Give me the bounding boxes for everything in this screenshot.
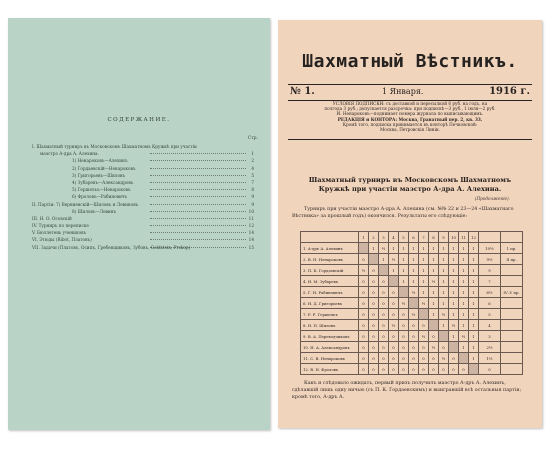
player-name: 1. А-дръ А. Алехинъ xyxy=(301,243,359,254)
result-cell: 1 xyxy=(469,353,479,364)
contents-entry-title: II. Партіи: 7) Верниевскій—Шиловъ и Левиновъ xyxy=(32,201,139,207)
issue-year: 1916 г. xyxy=(489,86,530,97)
result-cell: 1 xyxy=(389,265,399,276)
article-title-line: Кружкѣ при участіи маэстро А-дра А. Алехина. xyxy=(318,185,502,193)
result-cell xyxy=(501,265,523,276)
result-cell: 0 xyxy=(369,298,379,309)
result-cell: 1 xyxy=(469,254,479,265)
article-intro: Турниръ при участіи маэстро А-дра А. Алехина (см. №№ 22 и 23—24 «Шахматнаго Вѣстника» за прошлый годъ) окончился. Результаты его слѣдующіе: xyxy=(292,207,514,219)
result-cell: 0 xyxy=(399,331,409,342)
result-cell: 0 xyxy=(369,265,379,276)
result-cell: 1 xyxy=(439,298,449,309)
result-cell xyxy=(449,342,459,353)
result-cell: 0 xyxy=(399,320,409,331)
result-cell: 0 xyxy=(359,276,369,287)
result-cell: 0 xyxy=(369,287,379,298)
result-cell: 1 xyxy=(469,265,479,276)
result-cell: 0 xyxy=(369,331,379,342)
result-cell: 1 xyxy=(449,331,459,342)
result-cell: 1 xyxy=(459,243,469,254)
result-cell: 1 xyxy=(469,309,479,320)
result-cell: 0 xyxy=(419,353,429,364)
result-cell: 1 xyxy=(409,276,419,287)
contents-entry-title: 6) Фроловъ—Рабиновичъ xyxy=(72,194,128,200)
result-cell: 0 xyxy=(359,254,369,265)
result-cell xyxy=(379,265,389,276)
contents-entry xyxy=(32,165,254,172)
contents-entry-page: 9 xyxy=(251,201,254,207)
result-cell: 9½ xyxy=(479,254,501,265)
crosstable-row xyxy=(301,331,523,342)
result-cell: 0 xyxy=(379,364,389,375)
crosstable-header-cell: 2 xyxy=(369,232,379,243)
crosstable-header-cell: 3 xyxy=(379,232,389,243)
result-cell xyxy=(359,243,369,254)
result-cell: 0 xyxy=(409,331,419,342)
contents-page xyxy=(8,18,270,430)
result-cell: 0 xyxy=(389,298,399,309)
crosstable-header-cell: 11 xyxy=(459,232,469,243)
crosstable-header-cell xyxy=(479,232,501,243)
result-cell: 1 xyxy=(449,243,459,254)
contents-entry-title: IV. Турниръ по переписке xyxy=(32,223,89,229)
crosstable-row xyxy=(301,254,523,265)
result-cell xyxy=(501,309,523,320)
result-cell: ½ xyxy=(399,298,409,309)
contents-entry-title: 2) Гордаевскій—Ненароковъ xyxy=(72,165,136,171)
player-name: 3. П. К. Гордаевскій xyxy=(301,265,359,276)
result-cell: 0 xyxy=(379,298,389,309)
result-cell: 0 xyxy=(359,331,369,342)
result-cell: 0 xyxy=(429,331,439,342)
result-cell: ½ xyxy=(419,298,429,309)
result-cell: 1 xyxy=(409,254,419,265)
contents-entry xyxy=(32,244,254,251)
leader-dots xyxy=(150,153,246,154)
result-cell: 0 xyxy=(449,353,459,364)
result-cell: 1 xyxy=(469,276,479,287)
result-cell: 0 xyxy=(379,353,389,364)
result-cell: 1 xyxy=(449,309,459,320)
contents-entry-page: 12 xyxy=(248,223,254,229)
result-cell: 1 xyxy=(409,265,419,276)
leader-dots xyxy=(150,204,246,205)
result-cell: 0 xyxy=(479,364,501,375)
result-cell xyxy=(459,353,469,364)
result-cell: 0 xyxy=(389,309,399,320)
contents-entry-page: 14 xyxy=(248,230,254,236)
result-cell: 0 xyxy=(409,353,419,364)
result-cell xyxy=(501,298,523,309)
result-cell: 1 xyxy=(439,320,449,331)
leader-dots xyxy=(150,211,246,212)
result-cell: 1 xyxy=(399,265,409,276)
player-name: 10. Н. А. Александровъ xyxy=(301,342,359,353)
contents-entry-title: VI. Этюды (Ribot, Платовъ) xyxy=(32,237,92,243)
leader-dots xyxy=(150,196,246,197)
contents-title: СОДЕРЖАНИЕ. xyxy=(107,117,171,123)
result-cell: 1 xyxy=(449,254,459,265)
result-cell: ½ xyxy=(359,265,369,276)
player-name: 4. Н. М. Зубаревъ xyxy=(301,276,359,287)
result-cell xyxy=(501,276,523,287)
result-cell: 1 xyxy=(449,276,459,287)
result-cell: 0 xyxy=(409,364,419,375)
result-cell: 1 xyxy=(469,287,479,298)
contents-list xyxy=(32,143,254,251)
contents-entry xyxy=(32,193,254,200)
contents-entry-page: 8 xyxy=(251,187,254,193)
result-cell: 1 xyxy=(419,243,429,254)
contents-entry-page: 4 xyxy=(251,165,254,171)
result-cell: 1 xyxy=(459,254,469,265)
contents-entry-title: V. Бюллетень учениковъ xyxy=(32,230,87,236)
player-name: 2. В. Н. Ненароковъ xyxy=(301,254,359,265)
result-cell: 1 xyxy=(469,331,479,342)
result-cell: 1 xyxy=(379,254,389,265)
result-cell xyxy=(409,298,419,309)
result-cell: 1 xyxy=(459,265,469,276)
front-page xyxy=(278,20,542,428)
leader-dots xyxy=(150,175,246,176)
result-cell: 1 xyxy=(439,287,449,298)
crosstable-row xyxy=(301,276,523,287)
leader-dots xyxy=(150,218,246,219)
masthead-rule-top xyxy=(288,84,532,85)
result-cell: 1 xyxy=(389,243,399,254)
result-cell: 1 xyxy=(449,298,459,309)
subscription-line: полгода 3 руб.; допускается разсрочка: при подпискѣ—3 руб., 1 іюля—2 руб. xyxy=(324,106,496,112)
result-cell: 1 xyxy=(409,243,419,254)
result-cell: 0 xyxy=(389,287,399,298)
crosstable-header-cell: 9 xyxy=(439,232,449,243)
result-cell: 0 xyxy=(439,364,449,375)
player-name: 12. В. Н. Фроловъ xyxy=(301,364,359,375)
crosstable-header-cell: 1 xyxy=(359,232,369,243)
crosstable-header-cell: 7 xyxy=(419,232,429,243)
result-cell xyxy=(369,254,379,265)
article-title xyxy=(292,176,528,194)
crosstable-row xyxy=(301,320,523,331)
result-cell: 5 xyxy=(479,309,501,320)
crosstable-row xyxy=(301,298,523,309)
crosstable-header xyxy=(301,232,523,243)
result-cell: 0 xyxy=(399,364,409,375)
leader-dots xyxy=(150,239,246,240)
contents-entry-title: 5) Гершельъ—Ненароковъ xyxy=(72,187,131,193)
result-cell: 1 xyxy=(429,243,439,254)
result-cell: ½ xyxy=(439,309,449,320)
result-cell: 1 xyxy=(429,309,439,320)
leader-dots xyxy=(150,160,246,161)
issue-date: 1 Января. xyxy=(382,87,424,96)
contents-entry xyxy=(32,186,254,193)
result-cell xyxy=(501,353,523,364)
crosstable-header-cell xyxy=(301,232,359,243)
result-cell: 1 xyxy=(449,265,459,276)
result-cell: 6 xyxy=(479,298,501,309)
contents-entry xyxy=(32,150,254,157)
contents-entry xyxy=(32,179,254,186)
result-cell: IV–V пр. xyxy=(501,287,523,298)
result-cell: 0 xyxy=(399,342,409,353)
result-cell: 1 xyxy=(469,320,479,331)
result-cell: 0 xyxy=(389,331,399,342)
contents-entry-page: 11 xyxy=(248,215,254,221)
result-cell xyxy=(439,331,449,342)
result-cell: 0 xyxy=(359,342,369,353)
result-cell: ½ xyxy=(389,254,399,265)
contents-entry-page: 2 xyxy=(251,158,254,164)
result-cell: 0 xyxy=(419,320,429,331)
result-cell: 0 xyxy=(379,320,389,331)
editorial-address: РЕДАКЦІЯ и КОНТОРА: Москва, Гранатный пер. 2, кв. 33. xyxy=(337,116,483,122)
result-cell: 1 xyxy=(419,265,429,276)
subscription-line: И. Ненароковъ—поднимает номера журнала по выписывающимъ. xyxy=(336,111,484,117)
crosstable-row xyxy=(301,265,523,276)
result-cell: 0 xyxy=(369,342,379,353)
crosstable-header-cell: 5 xyxy=(399,232,409,243)
result-cell: 0 xyxy=(399,353,409,364)
result-cell: ½ xyxy=(389,320,399,331)
result-cell xyxy=(389,276,399,287)
result-cell: ½ xyxy=(429,276,439,287)
contents-entry-title: I. Шахматный турниръ въ Московскомъ Шахматномъ Кружкѣ при участіи xyxy=(32,144,197,149)
result-cell: 1 xyxy=(459,342,469,353)
result-cell: 0 xyxy=(409,320,419,331)
result-cell: 3 xyxy=(479,331,501,342)
result-cell xyxy=(501,320,523,331)
result-cell: 1 xyxy=(439,243,449,254)
contents-entry-title: 3) Григорьевъ—Шиловъ xyxy=(72,172,126,178)
result-cell: 0 xyxy=(359,298,369,309)
result-cell: 1 xyxy=(399,243,409,254)
player-name: 8. Н. П. Шиловъ xyxy=(301,320,359,331)
result-cell: 1 xyxy=(419,287,429,298)
result-cell: 1 xyxy=(469,243,479,254)
result-cell: 1 xyxy=(419,254,429,265)
subscription-block xyxy=(288,101,532,132)
result-cell: 0 xyxy=(379,331,389,342)
issue-number: № 1. xyxy=(290,86,315,97)
leader-dots xyxy=(150,232,246,233)
result-cell: ½ xyxy=(379,243,389,254)
contents-entry-title: 1) Ненароковъ—Алехинъ xyxy=(72,158,128,164)
result-cell: 1 xyxy=(459,276,469,287)
result-cell: 1 xyxy=(429,254,439,265)
result-cell xyxy=(429,320,439,331)
result-cell: 1 xyxy=(369,243,379,254)
crosstable-header-cell xyxy=(501,232,523,243)
contents-entry-title: 4) Зубаревъ—Александровъ xyxy=(72,179,134,185)
contents-entry xyxy=(32,222,254,229)
result-cell: 0 xyxy=(389,342,399,353)
result-cell: 0 xyxy=(379,309,389,320)
leader-dots xyxy=(150,168,246,169)
subscription-line: УСЛОВІЯ ПОДПИСКИ: съ доставкой и пересылкой 6 руб. на годъ, на xyxy=(332,101,488,106)
leader-dots xyxy=(150,189,246,190)
contents-entry-title: VII. Задачи (Платовъ, Осипъ, Гребенщиковъ, Зубовъ, Goldstein, Prokop) xyxy=(32,244,191,250)
contents-entry xyxy=(32,208,254,215)
crosstable-header-cell: 4 xyxy=(389,232,399,243)
result-cell: 6½ xyxy=(479,287,501,298)
crosstable-row xyxy=(301,243,523,254)
result-cell: 1 xyxy=(429,287,439,298)
result-cell: 0 xyxy=(379,342,389,353)
result-cell: 1 xyxy=(439,276,449,287)
result-cell: ½ xyxy=(429,342,439,353)
crosstable-row xyxy=(301,353,523,364)
result-cell: ½ xyxy=(459,331,469,342)
result-cell: 1 xyxy=(429,265,439,276)
contents-entry-page: 10 xyxy=(248,208,254,214)
result-cell: 0 xyxy=(359,364,369,375)
result-cell: 0 xyxy=(429,364,439,375)
result-cell: 0 xyxy=(449,364,459,375)
result-cell: 9 xyxy=(479,265,501,276)
continued-note: (Продолженіе). xyxy=(474,196,510,201)
result-cell: 1 xyxy=(399,276,409,287)
article-title-line: Шахматный турниръ въ Московскомъ Шахматномъ xyxy=(308,176,512,184)
result-cell xyxy=(399,287,409,298)
result-cell: 1½ xyxy=(479,353,501,364)
result-cell: 0 xyxy=(369,320,379,331)
issue-line xyxy=(288,86,532,100)
result-cell: 1 xyxy=(449,287,459,298)
result-cell: 4 xyxy=(479,320,501,331)
contents-entry xyxy=(32,236,254,243)
result-cell: 0 xyxy=(429,353,439,364)
result-cell: ½ xyxy=(409,287,419,298)
result-cell: 0 xyxy=(369,276,379,287)
contents-entry-page: 15 xyxy=(248,244,254,250)
contents-entry xyxy=(32,172,254,179)
result-cell: 1 xyxy=(459,309,469,320)
crosstable-header-cell: 12 xyxy=(469,232,479,243)
result-cell xyxy=(469,364,479,375)
result-cell: 0 xyxy=(359,309,369,320)
result-cell: 0 xyxy=(369,309,379,320)
contents-entry xyxy=(32,229,254,236)
contents-page-heading: Стр. xyxy=(247,136,258,141)
result-cell: 1 xyxy=(439,265,449,276)
contents-entry xyxy=(32,201,254,208)
result-cell: 0 xyxy=(389,364,399,375)
result-cell: 1 xyxy=(459,287,469,298)
crosstable-header-cell: 8 xyxy=(429,232,439,243)
player-name: 5. Г. Н. Рабиновичъ xyxy=(301,287,359,298)
player-name: 9. В. А. Переводчиковъ xyxy=(301,331,359,342)
result-cell: 1 xyxy=(439,254,449,265)
subscription-line: Москва, Петровскія Линіи. xyxy=(379,127,441,133)
result-cell: 0 xyxy=(389,353,399,364)
contents-entry-page: 5 xyxy=(251,172,254,178)
contents-entry xyxy=(32,143,254,150)
result-cell: 1 xyxy=(429,298,439,309)
crosstable-header-cell: 6 xyxy=(409,232,419,243)
crosstable-row xyxy=(301,287,523,298)
contents-entry-title: III. Н. О. Осовскій xyxy=(32,215,72,221)
result-cell: 7 xyxy=(479,276,501,287)
result-cell: 0 xyxy=(419,342,429,353)
result-cell: 0 xyxy=(359,353,369,364)
result-cell: 2½ xyxy=(479,342,501,353)
player-name: 7. Р. Р. Гершельъ xyxy=(301,309,359,320)
result-cell: 0 xyxy=(419,364,429,375)
result-cell: 1 xyxy=(399,254,409,265)
result-cell: 1 xyxy=(469,298,479,309)
crosstable-header-cell: 10 xyxy=(449,232,459,243)
result-cell: 0 xyxy=(379,287,389,298)
result-cell: 0 xyxy=(359,287,369,298)
subscription-line: Кромѣ того, подписка принимается въ конторѣ Печковской: xyxy=(342,121,478,127)
result-cell: ½ xyxy=(439,353,449,364)
contents-entry xyxy=(32,215,254,222)
result-cell: 0 xyxy=(459,364,469,375)
magazine-title: Шахматный Вѣстникъ. xyxy=(302,51,518,72)
crosstable-row xyxy=(301,309,523,320)
result-cell: 0 xyxy=(359,320,369,331)
contents-entry-title: маэстро А-дра А. Алехина. xyxy=(40,151,99,157)
crosstable-row xyxy=(301,364,523,375)
result-cell: ½ xyxy=(449,320,459,331)
article-closing: Какъ и слѣдовало ожидать, первый призъ получилъ маэстро А-дръ А. Алехинъ, сдѣлавшій лишь одну ничью (съ П. К. Гордаевскимъ) и выигравшій всѣ остальныя партіи; кромѣ того, А-дръ А. xyxy=(292,381,522,400)
contents-entry-page: 7 xyxy=(251,179,254,185)
result-cell: 0 xyxy=(369,364,379,375)
leader-dots xyxy=(150,182,246,183)
crosstable-row xyxy=(301,342,523,353)
result-cell xyxy=(501,342,523,353)
section-rule xyxy=(288,139,532,140)
result-cell: 1 xyxy=(419,276,429,287)
result-cell: 0 xyxy=(369,353,379,364)
player-name: 6. Н. Д. Григорьевъ xyxy=(301,298,359,309)
contents-entry-page: 14 xyxy=(248,237,254,243)
result-cell: ½ xyxy=(409,309,419,320)
contents-entry-page: 1 xyxy=(251,151,254,157)
result-cell xyxy=(501,364,523,375)
result-cell: 1 xyxy=(459,320,469,331)
result-cell xyxy=(419,309,429,320)
result-cell xyxy=(501,331,523,342)
result-cell: 1 xyxy=(459,298,469,309)
leader-dots xyxy=(150,225,246,226)
result-cell: 1 пр. xyxy=(501,243,523,254)
result-cell: II пр. xyxy=(501,254,523,265)
player-name: 11. С. В. Ненароковъ xyxy=(301,353,359,364)
contents-entry xyxy=(32,157,254,164)
result-cell: 1 xyxy=(469,342,479,353)
result-cell: 0 xyxy=(399,309,409,320)
crosstable xyxy=(300,231,522,375)
result-cell: 0 xyxy=(439,342,449,353)
result-cell: 0 xyxy=(379,276,389,287)
contents-entry-title: 8) Шиловъ—Левинъ xyxy=(72,208,117,214)
result-cell: ½ xyxy=(419,331,429,342)
result-cell: 0 xyxy=(409,342,419,353)
result-cell: 10½ xyxy=(479,243,501,254)
contents-entry-page: 9 xyxy=(251,194,254,200)
